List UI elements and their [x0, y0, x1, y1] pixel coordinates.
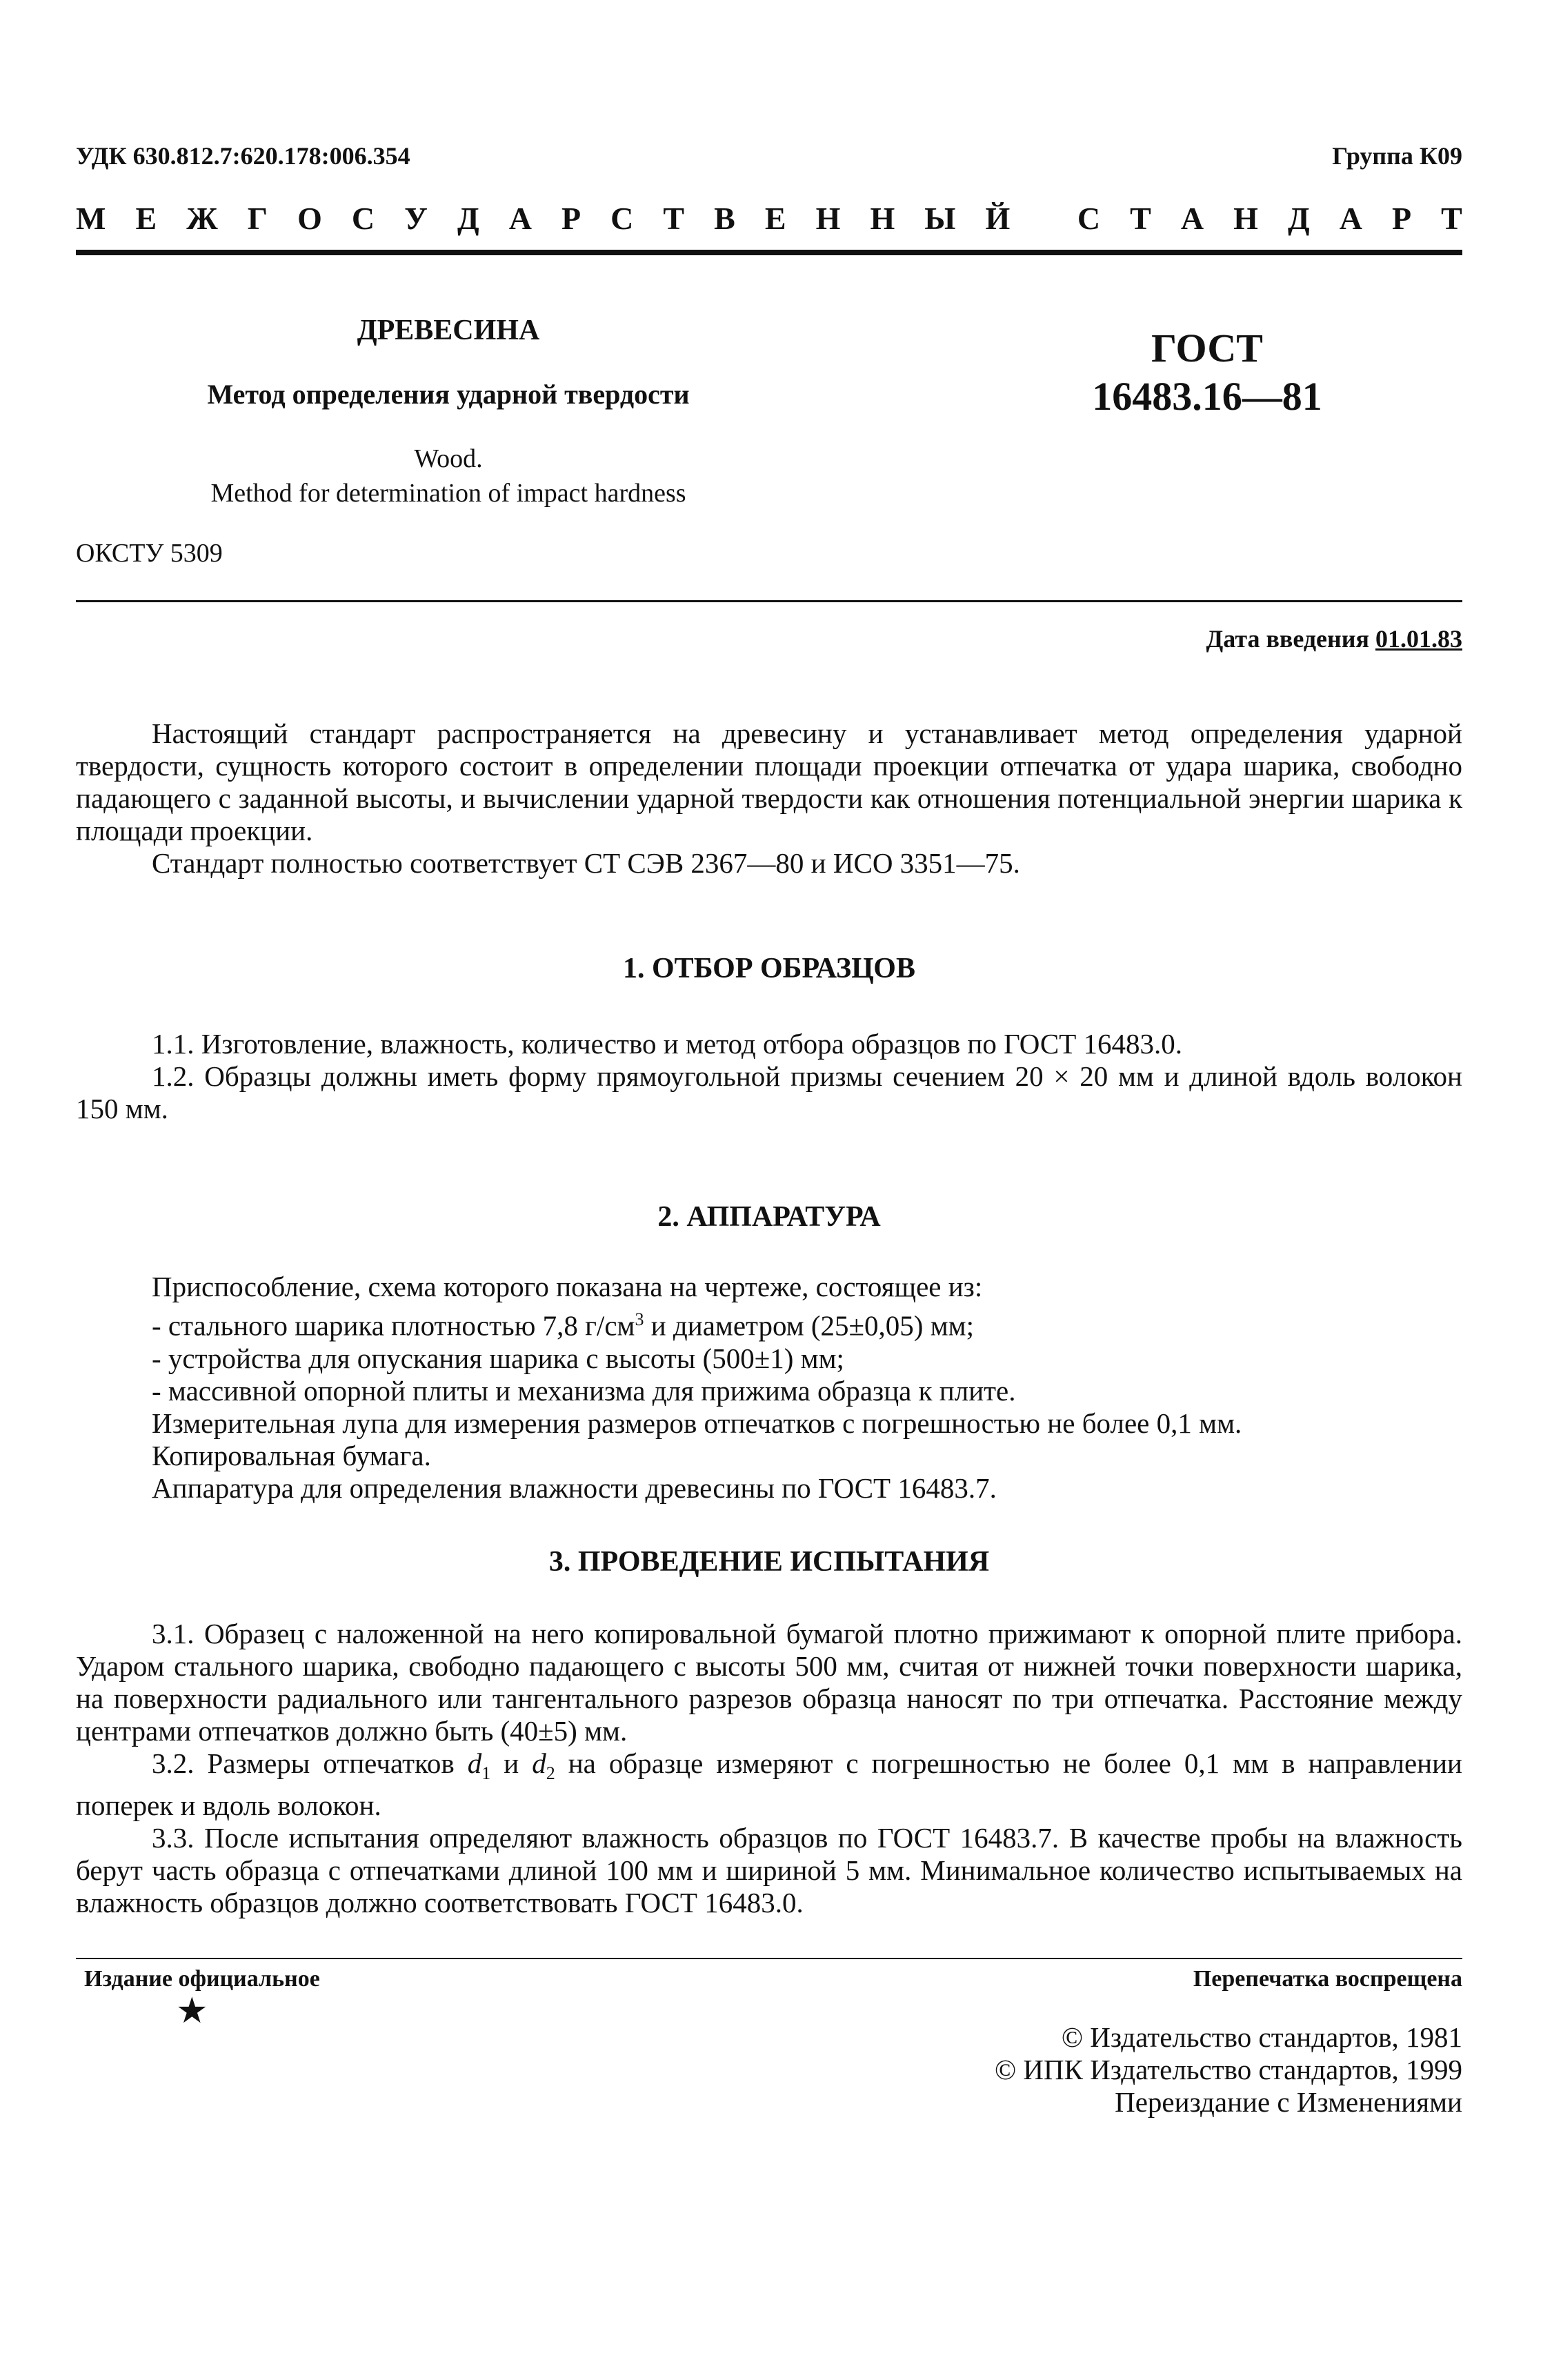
- heading-letter: Е: [135, 201, 157, 236]
- heading-letter: В: [714, 201, 735, 236]
- heading-letter: Р: [561, 201, 581, 236]
- apparatus-item-ball-diameter: и диаметром (25±0,05) мм;: [644, 1309, 974, 1342]
- group-code: Группа К09: [1332, 142, 1462, 170]
- okstu-code: ОКСТУ 5309: [76, 539, 223, 568]
- apparatus-item-plate: - массивной опорной плиты и механизма для прижима образца к плите.: [152, 1374, 1016, 1407]
- heading-letter: А: [1339, 201, 1362, 236]
- effective-date: [1206, 624, 1463, 653]
- interstate-standard-heading: [76, 200, 1462, 237]
- heading-letter: А: [1180, 201, 1204, 236]
- copyright-1981: © Издательство стандартов, 1981: [1061, 2021, 1462, 2053]
- english-title-line2: Method for determination of impact hardness: [210, 479, 686, 508]
- heading-letter: Р: [1391, 201, 1412, 236]
- heading-letter: Н: [1233, 201, 1258, 236]
- effective-date-label: Дата введения: [1206, 625, 1369, 653]
- reissue-note: Переиздание с Изменениями: [1115, 2086, 1462, 2118]
- clause-3-3: 3.3. После испытания определяют влажность образцов по ГОСТ 16483.7. В качестве пробы на влажность берут часть образца с отпечатками длиной 100 мм и шириной 5 мм. Минимальное количество испытываемых на влажность образцов должно соответствовать ГОСТ 16483.0.: [76, 1822, 1462, 1919]
- section-2-heading: 2. АППАРАТУРА: [657, 1201, 881, 1233]
- section-2-text: [76, 1271, 1462, 1505]
- apparatus-intro: Приспособление, схема которого показана на чертеже, состоящее из:: [152, 1271, 983, 1302]
- superscript-3: 3: [635, 1309, 644, 1329]
- apparatus-moisture: Аппаратура для определения влажности древесины по ГОСТ 16483.7.: [152, 1471, 997, 1504]
- heading-letter: У: [404, 201, 428, 236]
- clause-3-2: [76, 1747, 1462, 1822]
- gost-number: [1069, 324, 1345, 421]
- clause-1-2: 1.2. Образцы должны иметь форму прямоугольной призмы сечением 20 × 20 мм и длиной вдоль волокон 150 мм.: [76, 1060, 1462, 1124]
- heading-letter: Т: [1441, 201, 1462, 236]
- document-title: ДРЕВЕСИНА: [357, 315, 540, 346]
- symbol-d2: d: [532, 1747, 546, 1779]
- clause-3-1: 3.1. Образец с наложенной на него копировальной бумагой плотно прижимают к опорной плите прибора. Ударом стального шарика, свободно падающего с высоты 500 мм, считая от нижней точки поверхности шарика, на поверхности радиального или тангентального разрезов образца наносят по три отпечатка. Расстояние между центрами отпечатков должно быть (40±5) мм.: [76, 1618, 1462, 1747]
- heading-letter: Н: [815, 201, 841, 236]
- heading-letter: С: [1077, 201, 1101, 236]
- section-1-heading: 1. ОТБОР ОБРАЗЦОВ: [623, 953, 915, 984]
- apparatus-item-lowering: - устройства для опускания шарика с высоты (500±1) мм;: [152, 1342, 844, 1374]
- copyright-block: [995, 2021, 1462, 2119]
- symbol-d1: d: [467, 1747, 482, 1779]
- heading-letter: С: [610, 201, 634, 236]
- gost-code: 16483.16—81: [1092, 374, 1322, 419]
- header-rule: [76, 250, 1462, 255]
- effective-date-value: 01.01.83: [1375, 625, 1462, 653]
- apparatus-magnifier: Измерительная лупа для измерения размеров отпечатков с погрешностью не более 0,1 мм.: [152, 1407, 1242, 1439]
- star-icon: ★: [176, 1992, 208, 2031]
- subscript-2: 2: [546, 1763, 555, 1784]
- heading-letter: Т: [1130, 201, 1151, 236]
- reprint-prohibited: Перепечатка воспрещена: [1193, 1966, 1462, 1992]
- gost-label: ГОСТ: [1151, 326, 1263, 370]
- heading-letter: Н: [870, 201, 895, 236]
- heading-letter: О: [297, 201, 322, 236]
- clause-3-2-start: 3.2. Размеры отпечатков: [152, 1747, 468, 1779]
- heading-letter: С: [351, 201, 375, 236]
- document-subtitle: Метод определения ударной твердости: [207, 379, 690, 410]
- apparatus-item-ball: [76, 1303, 1462, 1342]
- heading-letter: М: [76, 201, 106, 236]
- apparatus-carbon-paper: Копировальная бумага.: [152, 1439, 431, 1471]
- udk-code: УДК 630.812.7:620.178:006.354: [76, 142, 410, 170]
- section-3-heading: 3. ПРОВЕДЕНИЕ ИСПЫТАНИЯ: [548, 1546, 990, 1578]
- heading-letter: А: [508, 201, 532, 236]
- heading-letter: Ы: [924, 201, 956, 236]
- heading-letter: Д: [1287, 201, 1310, 236]
- heading-letter: Й: [985, 201, 1011, 236]
- conjunction: и: [490, 1747, 533, 1779]
- footer-rule: [76, 1958, 1462, 1959]
- clause-1-1: 1.1. Изготовление, влажность, количество и метод отбора образцов по ГОСТ 16483.0.: [152, 1028, 1183, 1060]
- heading-letter: [1039, 200, 1048, 237]
- english-title-line1: Wood.: [414, 444, 483, 473]
- heading-letter: Т: [663, 201, 685, 236]
- official-edition: Издание официальное: [84, 1966, 320, 1992]
- heading-letter: Д: [457, 201, 479, 236]
- section-3-text: [76, 1618, 1462, 1919]
- intro-text: [76, 717, 1462, 880]
- intro-compliance: Стандарт полностью соответствует СТ СЭВ 2367—80 и ИСО 3351—75.: [152, 847, 1020, 879]
- heading-letter: Ж: [186, 201, 218, 236]
- english-title: [186, 442, 710, 510]
- copyright-1999: © ИПК Издательство стандартов, 1999: [994, 2054, 1462, 2085]
- title-rule: [76, 600, 1462, 602]
- clause-3-2-end: на образце измеряют с погрешностью не более 0,1 мм в направлении поперек и вдоль волокон.: [76, 1747, 1462, 1822]
- document-page: [76, 0, 1462, 2380]
- section-1-text: [76, 1028, 1462, 1125]
- heading-letter: Е: [764, 201, 786, 236]
- heading-letter: Г: [247, 201, 268, 236]
- apparatus-item-ball-text: - стального шарика плотностью 7,8 г/см: [152, 1309, 635, 1342]
- subscript-1: 1: [481, 1763, 491, 1784]
- intro-paragraph: Настоящий стандарт распространяется на древесину и устанавливает метод определения ударной твердости, сущность которого состоит в определении площади проекции отпечатка от удара шарика, свободно падающего с заданной высоты, и вычислении ударной твердости как отношения потенциальной энергии шарика к площади проекции.: [76, 717, 1462, 846]
